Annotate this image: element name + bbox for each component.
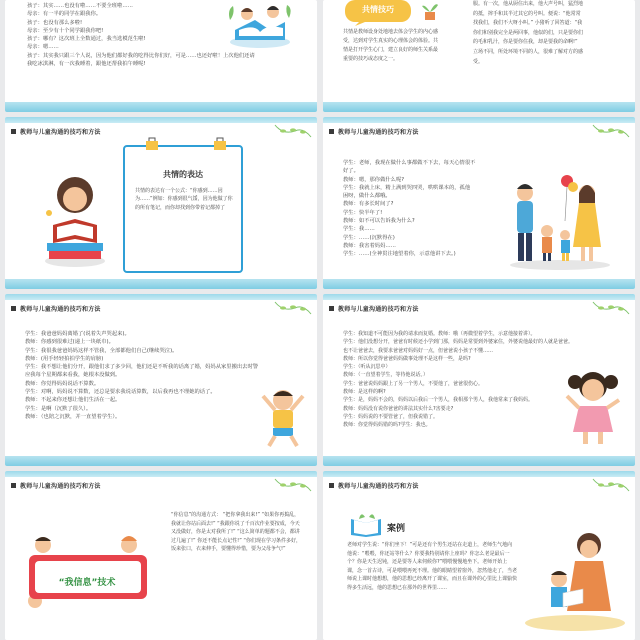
dialogue-text: 学生：我知道不可能因为我的请求而复婚。教师：哦（再微望着学生，示意他接着讲）。 学生：他们没想分开，爸爸有时候还小学到门那，妈妈是常要到外婆家住，外婆说他最好的人就是爸爸。 也不让爸爸去，我要求爸爸对妈妈好一点，但爸爸说小孩子不懂…… 教师：所以你觉得爸爸妈妈做事处理不是这样一些，是吗? 学生：（听从沉思中） 教师：（一直望着学生，等待他说话。） 学生：爸爸说妈妈跟上了另一个男人，不要他了，爸爸很伤心。 教师：是这样的啊? 学生：是，妈妈不会的，妈妈以后我后一个男人，我相那个男人，我他常来了我妈妈。 教师：妈妈没有说你爸爸的讲法其实什么?害要走? 学生：妈妈说的不要管爸了，但我说错了。 教师：你觉得妈妈错的吗?学生：我也。 xyxy=(343,331,574,429)
slide-case[interactable] xyxy=(323,471,635,640)
dialogue-text: 学生：我爸爸妈妈离婚了(说着失声哭起来)。 教师：你感到很难过(递上一块纸巾)。 学生：我很我爸爸妈妈这样不管我，全部都他们自己(继续哭泣)。 教师：(用手轻轻拍拍学生的肩膀) 学生：我不想让他们分开，跟他们求了多少回，他们还是不听我的话离了婚，妈妈从家里搬出去时警 应我每个星期都来看我，她根本没做到。 教师：你觉得妈妈说话不算数。 学生：对啊，妈妈说不算数，还总是要求我说话算数，以后我再也不理她的话了。 教师：不起来你还想让他们生活在一起。 学生：是啊（沉默了很久）。 教师：（也陪之沉默，并一直望着学生）。 xyxy=(25,331,259,420)
slide-header: 教师与儿童沟通的技巧和方法 xyxy=(11,304,101,313)
slide-header: 教师与儿童沟通的技巧和方法 xyxy=(329,304,419,313)
slide-top-frame xyxy=(5,294,317,300)
slide-top-frame xyxy=(5,471,317,477)
leaf-decoration-icon xyxy=(273,300,313,318)
kids-reading-illustration xyxy=(225,0,295,50)
slide-top-frame xyxy=(5,117,317,123)
family-illustration xyxy=(505,171,615,271)
slide-bottom-frame xyxy=(323,102,635,112)
case-title: 案例 xyxy=(387,524,406,534)
dialogue-text: 学生：老师，我现在做什么事都做不下去，每天心情很不 好了。 教师：嗯，那你做什么呢? 学生：我就上床，精上满到哭四哭，哄哄课本的，孤他 困呀，做什么都哦。 教师：有多长时间了? 学生：快半年了! 教师：如不可以告诉我为什么? 学生：我…… 学生：……(沉默得在) 教师：我害着妈妈…… 学生：……(全神贯注地望着你，示意他讲下去。) xyxy=(343,160,476,258)
potted-plant-icon xyxy=(419,0,441,22)
slide-bottom-frame xyxy=(5,456,317,466)
case-text: 老师对学生说：“你们坐下！”可是还有个男生还站在走道上，老师生气地向他说：“喂喂，你还站等什么？你要我特别请你上座吗？你怎么老是最后一个？你是天生迟钝，还是要等人来伺候你?”喂喂慢慢地坐下。老师开始上课，念一首古诗，可是喂喂再死不理。他的眼睛望着窗外，忽然他走了，当老师说上课时他想想，他的思想已经离开了课室，而且在课外的心里比上课愉快得多生活远，他的思想已在那外的世界里…… xyxy=(347,542,517,591)
i-message-title: “我信息”技术 xyxy=(58,578,116,588)
slide-bottom-frame xyxy=(5,279,317,289)
slide-dialogue-4[interactable] xyxy=(323,294,635,466)
slide-empathy-expression[interactable] xyxy=(5,117,317,289)
open-book-icon xyxy=(349,511,383,537)
slide-bottom-frame xyxy=(323,279,635,289)
slide-top-frame xyxy=(323,294,635,300)
empathy-story: 服。有一次，他从厨住出来，他大声号叫，猛烈地的抵，摔手和其半过其它的号叫。便说：“他常常找我们，我们不大呀小叫。” 小猪听了回答道：“我你们和别我完全是两回事，他似的们，只是要你们的毛和乳汁，你是要你住我，却是要我的命啊!” 立场不同，所处环境不同的人，很难了解对方的感受。 xyxy=(473,1,584,65)
header-square-icon xyxy=(329,483,334,488)
header-square-icon xyxy=(329,129,334,134)
slide-empathy-skill[interactable] xyxy=(323,0,635,112)
leaf-decoration-icon xyxy=(273,477,313,495)
jumping-boy-illustration xyxy=(255,386,311,450)
slide-dialogue-3[interactable] xyxy=(5,294,317,466)
card-text: 共情的表达有一个公式：“你感到……因为……”例如：你感到很气馁，因为他做了你的所有笔记，而你却找到你带着记都掉了 xyxy=(135,188,233,211)
slide-dialogue-1[interactable] xyxy=(5,0,317,112)
dialogue-text: 孩子：其实……也没有啦……不要全班啦…… 母亲：有一半的同学在跟我你。 孩子：也没有那么多啦! 母亲：至少有十个同学跟我你吧! 孩子：哪有？这次班上全数通过，我当选模范生啦! 母亲：嗯…… 孩子：其实我只跟三个人说，因为他们都好我的吃得比你们好，可是……也还好啦！上次他们还请 我吃冰淇淋，有一次我睡着，跟他还帮我拍午睡呢! xyxy=(27,3,255,68)
leaf-decoration-icon xyxy=(591,123,631,141)
you-message-text: “你信息”的沟通方式： “把你拿我出来!” “如果你再捣乱，我就让你站后面去!” “我跟你说了千百次作业要按成，今天又没做好，你是太对我所了!” “这么简单的题都不会，都讲过几遍了!” 你还不能长点记性!” “你们现在学习条件多好，饭来张口，衣来伸手，要懂得珍惜，要为父母争气!” xyxy=(171,512,301,553)
header-square-icon xyxy=(11,483,16,488)
mother-reading-illustration xyxy=(519,523,629,633)
empathy-definition: 共情是教师设身处地地去体会学生的内心感受，达到对学生真实的心理体会的体验。共情是打开学生心门，建立良好的师生关系最重要的技巧或态度之一。 xyxy=(343,29,439,62)
slide-bottom-frame xyxy=(5,102,317,112)
binder-clip-icon xyxy=(145,137,159,151)
slide-dialogue-2[interactable] xyxy=(323,117,635,289)
slide-top-frame xyxy=(323,471,635,477)
leaf-decoration-icon xyxy=(591,477,631,495)
slide-top-frame xyxy=(323,117,635,123)
slide-header: 教师与儿童沟通的技巧和方法 xyxy=(11,481,101,490)
binder-clip-icon xyxy=(213,137,227,151)
slide-header: 教师与儿童沟通的技巧和方法 xyxy=(329,481,419,490)
slide-i-message[interactable] xyxy=(5,471,317,640)
girl-reading-illustration xyxy=(39,173,111,269)
header-square-icon xyxy=(11,306,16,311)
header-square-icon xyxy=(329,306,334,311)
header-square-icon xyxy=(11,129,16,134)
slide-bottom-frame xyxy=(323,456,635,466)
slide-header: 教师与儿童沟通的技巧和方法 xyxy=(329,127,419,136)
badge-title: 共情技巧 xyxy=(362,5,394,14)
leaf-decoration-icon xyxy=(273,123,313,141)
card-title: 共情的表达 xyxy=(163,170,203,179)
slide-header: 教师与儿童沟通的技巧和方法 xyxy=(11,127,101,136)
leaf-decoration-icon xyxy=(591,300,631,318)
girl-waving-illustration xyxy=(563,362,623,448)
